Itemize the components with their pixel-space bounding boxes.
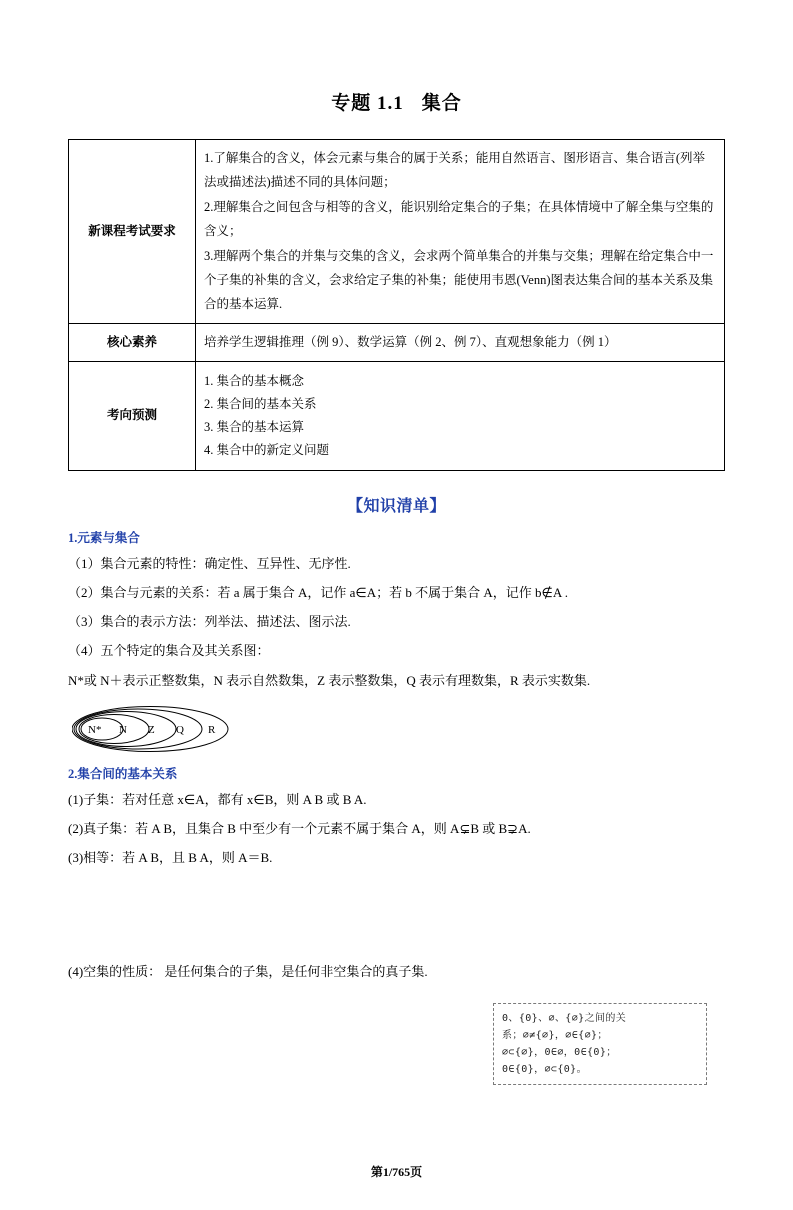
row-content-exam-requirements — [196, 140, 725, 324]
forecast-item-4: 4. 集合中的新定义问题 — [204, 443, 330, 457]
forecast-item-3: 3. 集合的基本运算 — [204, 419, 305, 434]
row-label-core-literacy: 核心素养 — [69, 323, 196, 361]
relations-item-3: (3)相等：若 A B，且 B A，则 A＝B. — [68, 849, 273, 865]
row-label-forecast: 考向预测 — [69, 361, 196, 471]
section-heading-elements-and-sets: 1.元素与集合 — [68, 531, 140, 546]
forecast-item-2: 2. 集合间的基本关系 — [204, 396, 317, 411]
elements-item-4: （4）五个特定的集合及其关系图： — [68, 643, 270, 659]
table-row — [69, 361, 725, 471]
elements-item-5: N*或 N＋表示正整数集，N 表示自然数集，Z 表示整数集，Q 表示有理数集，R 表示实数集. — [68, 672, 591, 688]
note-line-3: ∅⊂{∅}，0∈∅，0∈{0}； — [502, 1047, 617, 1058]
row-content-forecast — [196, 361, 725, 471]
note-line-2: 系；∅≠{∅}，∅∈{∅}； — [502, 1030, 608, 1041]
svg-text:Z: Z — [148, 723, 155, 736]
elements-item-2: （2）集合与元素的关系：若 a 属于集合 A，记作 a∈A；若 b 不属于集合 A，记作 b∉A . — [68, 585, 569, 601]
forecast-item-1: 1. 集合的基本概念 — [204, 373, 305, 388]
page-title-prefix: 专题 1.1 — [331, 93, 404, 114]
row-content-core-literacy — [196, 323, 725, 361]
elements-item-1: （1）集合元素的特性：确定性、互异性、无序性. — [68, 556, 351, 572]
page-footer: 第1/765页 — [370, 1165, 423, 1179]
elements-item-3: （3）集合的表示方法：列举法、描述法、图示法. — [68, 614, 351, 630]
requirement-item-2: 2.理解集合之间包含与相等的含义，能识别给定集合的子集；在具体情境中了解全集与空集的含义； — [204, 199, 714, 239]
row-label-exam-requirements: 新课程考试要求 — [69, 140, 196, 324]
note-line-1: 0、{0}、∅、{∅}之间的关 — [502, 1013, 627, 1024]
requirements-table — [68, 139, 725, 471]
note-line-4: 0∈{0}，∅⊂{0}。 — [502, 1064, 588, 1075]
requirement-item-3: 3.理解两个集合的并集与交集的含义，会求两个简单集合的并集与交集；理解在给定集合中一个子集的补集的含义，会求给定子集的补集；能使用韦恩(Venn)图表达集合间的基本关系及集合的基本运算. — [204, 248, 714, 312]
document-page — [0, 88, 793, 1210]
note-box — [493, 1003, 707, 1085]
svg-text:Q: Q — [176, 723, 184, 736]
relations-item-1: (1)子集：若对任意 x∈A，都有 x∈B，则 A B 或 B A. — [68, 791, 367, 807]
relations-item-4: (4)空集的性质： 是任何集合的子集，是任何非空集合的真子集. — [68, 963, 428, 979]
svg-text:N: N — [119, 723, 127, 736]
relations-item-2: (2)真子集：若 A B，且集合 B 中至少有一个元素不属于集合 A，则 A⊊B 或 B⊋A. — [68, 820, 531, 836]
venn-diagram-svg — [72, 706, 262, 752]
page-title-name: 集合 — [421, 93, 462, 114]
requirement-item-1: 1.了解集合的含义，体会元素与集合的属于关系；能用自然语言、图形语言、集合语言(列举法或描述法)描述不同的具体问题； — [204, 151, 706, 190]
knowledge-list-heading: 【知识清单】 — [346, 498, 446, 516]
svg-text:N*: N* — [88, 723, 102, 736]
venn-diagram — [72, 706, 725, 752]
core-literacy-text: 培养学生逻辑推理（例 9）、数学运算（例 2、例 7）、直观想象能力（例 1） — [204, 335, 617, 350]
page-title — [68, 88, 725, 115]
table-row — [69, 323, 725, 361]
section-heading-set-relations: 2.集合间的基本关系 — [68, 766, 178, 781]
svg-text:R: R — [208, 723, 216, 736]
table-row — [69, 140, 725, 324]
